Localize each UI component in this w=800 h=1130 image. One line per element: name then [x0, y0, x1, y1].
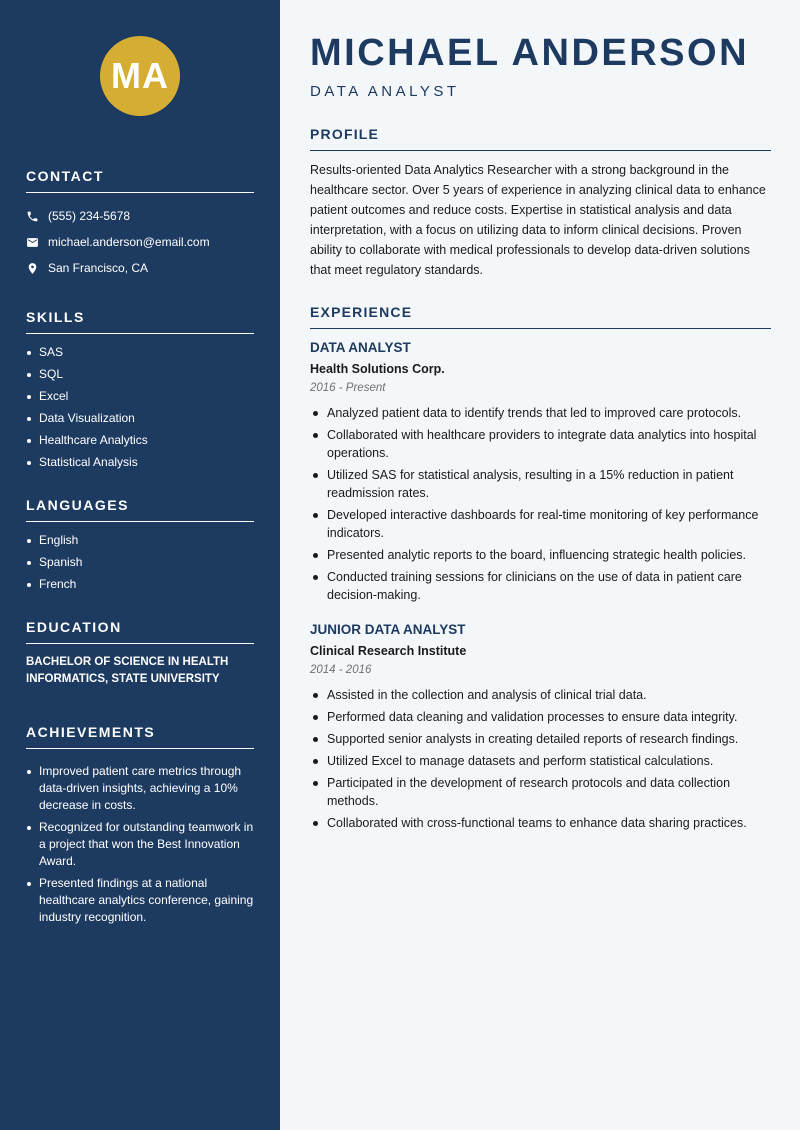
- skill-item: Excel: [26, 388, 254, 405]
- job-bullet: Participated in the development of research protocols and data collection methods.: [310, 774, 771, 810]
- job-bullet: Utilized Excel to manage datasets and perform statistical calculations.: [310, 752, 771, 770]
- achievement-item: Recognized for outstanding teamwork in a project that won the Best Innovation Award.: [26, 819, 254, 870]
- achievements-list: [26, 763, 254, 926]
- main-content: [280, 0, 800, 1130]
- contact-section: [26, 168, 254, 281]
- languages-title: LANGUAGES: [26, 497, 254, 522]
- job-period: 2016 - Present: [310, 382, 386, 394]
- job-bullet: Collaborated with cross-functional teams to enhance data sharing practices.: [310, 814, 771, 832]
- education-title: EDUCATION: [26, 619, 254, 644]
- job-entry: [310, 340, 771, 604]
- skills-title: SKILLS: [26, 309, 254, 334]
- job-entry: [310, 622, 771, 832]
- skill-item: Healthcare Analytics: [26, 432, 254, 449]
- experience-title: EXPERIENCE: [310, 304, 771, 329]
- email-icon: [26, 236, 39, 249]
- candidate-role: DATA ANALYST: [310, 83, 460, 100]
- job-period: 2014 - 2016: [310, 664, 372, 676]
- achievement-item: Presented findings at a national healthcare analytics conference, gaining industry recognition.: [26, 875, 254, 926]
- job-bullet: Presented analytic reports to the board, influencing strategic health policies.: [310, 546, 771, 564]
- phone-icon: [26, 210, 39, 223]
- job-title: DATA ANALYST: [310, 340, 411, 355]
- skill-item: SAS: [26, 344, 254, 361]
- contact-email: [26, 229, 254, 255]
- profile-title: PROFILE: [310, 126, 771, 151]
- achievements-title: ACHIEVEMENTS: [26, 724, 254, 749]
- achievements-section: [26, 724, 254, 926]
- achievement-item: Improved patient care metrics through data-driven insights, achieving a 10% decrease in costs.: [26, 763, 254, 814]
- job-bullet: Assisted in the collection and analysis of clinical trial data.: [310, 686, 771, 704]
- language-item: English: [26, 532, 254, 549]
- experience-section: [310, 304, 771, 832]
- skills-list: [26, 344, 254, 471]
- job-bullet: Performed data cleaning and validation processes to ensure data integrity.: [310, 708, 771, 726]
- skills-section: [26, 309, 254, 471]
- job-bullet: Developed interactive dashboards for real-time monitoring of key performance indicators.: [310, 506, 771, 542]
- job-bullets: [310, 686, 771, 832]
- job-company: Health Solutions Corp.: [310, 362, 445, 376]
- profile-section: [310, 126, 771, 280]
- job-bullet: Supported senior analysts in creating detailed reports of research findings.: [310, 730, 771, 748]
- education-degree: BACHELOR OF SCIENCE IN HEALTH INFORMATICS, STATE UNIVERSITY: [26, 656, 229, 685]
- job-company: Clinical Research Institute: [310, 644, 467, 658]
- phone-text: (555) 234-5678: [48, 209, 131, 223]
- job-bullet: Collaborated with healthcare providers to integrate data analytics into hospital operations.: [310, 426, 771, 462]
- education-section: [26, 619, 254, 688]
- sidebar: [0, 0, 280, 1130]
- contact-title: CONTACT: [26, 168, 254, 193]
- job-bullet: Conducted training sessions for clinicians on the use of data in patient care decision-making.: [310, 568, 771, 604]
- profile-text: Results-oriented Data Analytics Researcher with a strong background in the healthcare sector. Over 5 years of experience in analyzing clinical data to enhance patient outcomes and reduce costs. Expertise in statistical analysis and data interpretation, with a focus on utilizing data to inform clinical decisions. Proven ability to collaborate with medical professionals to develop data-driven solutions that meet regulatory standards.: [310, 163, 766, 277]
- location-pin-icon: [26, 262, 39, 275]
- languages-list: [26, 532, 254, 593]
- job-bullets: [310, 404, 771, 604]
- email-text: michael.anderson@email.com: [48, 235, 210, 249]
- language-item: Spanish: [26, 554, 254, 571]
- job-bullet: Analyzed patient data to identify trends that led to improved care protocols.: [310, 404, 771, 422]
- avatar-initials: MA: [111, 55, 169, 96]
- skill-item: Statistical Analysis: [26, 454, 254, 471]
- candidate-name: MICHAEL ANDERSON: [310, 32, 750, 74]
- language-item: French: [26, 576, 254, 593]
- job-bullet: Utilized SAS for statistical analysis, resulting in a 15% reduction in patient readmission rates.: [310, 466, 771, 502]
- skill-item: Data Visualization: [26, 410, 254, 427]
- languages-section: [26, 497, 254, 593]
- contact-location: [26, 255, 254, 281]
- job-title: JUNIOR DATA ANALYST: [310, 622, 466, 637]
- avatar: [100, 36, 180, 116]
- skill-item: SQL: [26, 366, 254, 383]
- contact-phone: [26, 203, 254, 229]
- location-text: San Francisco, CA: [48, 261, 149, 275]
